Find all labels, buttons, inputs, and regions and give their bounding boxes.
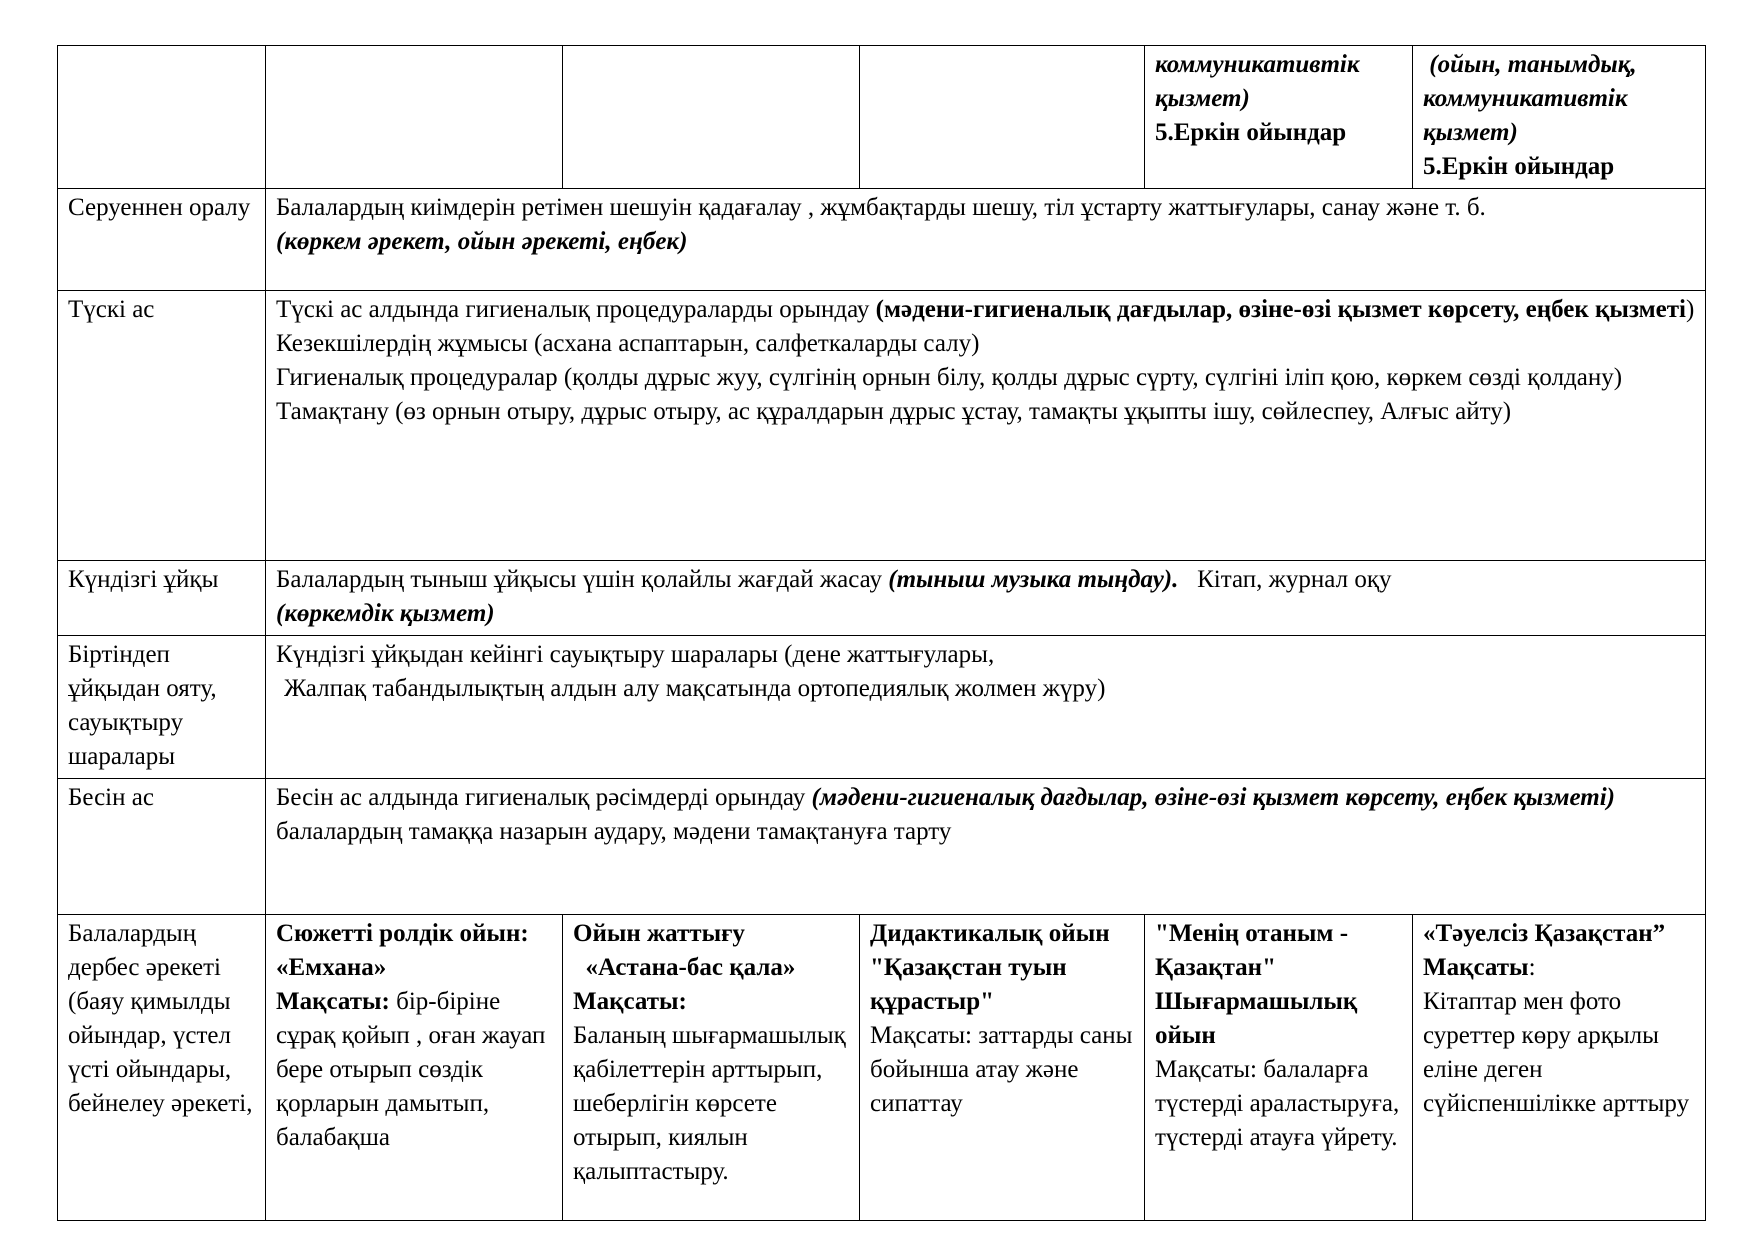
row-label: Бесін ас <box>58 779 266 915</box>
cell <box>563 46 860 189</box>
table-row <box>58 561 1706 636</box>
lunch-intro-tag: (мәдени-гигиеналық дағдылар, өзіне-өзі қызмет көрсету, еңбек қызметі <box>875 296 1686 323</box>
lunch-duty-text: Кезекшілердің жұмысы (асхана аспаптарын, салфеткаларды салу) <box>276 330 980 357</box>
table-row <box>58 291 1706 561</box>
game-name: "Қазақстан туын құрастыр" <box>870 954 1067 1015</box>
table-row <box>58 189 1706 291</box>
row-content <box>266 636 1706 779</box>
nap-tag: (тыныш музыка тыңдау). <box>888 566 1179 593</box>
nap-activity-tag: (көркемдік қызмет) <box>276 600 495 627</box>
goal-text: Мақсаты: заттарды саны бойынша атау және сипаттау <box>870 1022 1133 1117</box>
goal-colon: : <box>1528 954 1536 981</box>
cell <box>1145 46 1413 189</box>
wakeup-line-2: Жалпақ табандылықтың алдын алу мақсатында ортопедиялық жолмен жүру) <box>284 675 1106 702</box>
goal-text: Баланың шығармашылық қабілеттерін арттырып, шеберлігін көрсете отырып, киялын қалыптастыру. <box>573 1022 846 1185</box>
label-cell <box>58 46 266 189</box>
activity-type-text: (ойын, танымдық, коммуникативтік қызмет) <box>1423 51 1643 146</box>
goal-text: Мақсаты: балаларға түстерді араластыруға, түстерді атауға үйрету. <box>1155 1056 1400 1151</box>
game-title: Дидактикалық ойын <box>870 920 1110 947</box>
game-name: «Астана-бас қала» <box>573 954 796 981</box>
lunch-intro <box>276 293 1695 327</box>
activity-cell <box>1413 915 1706 1221</box>
game-title: Сюжетті ролдік ойын: <box>276 920 529 947</box>
cell <box>266 46 563 189</box>
row-label: Біртіндеп ұйқыдан ояту, сауықтыру шаралары <box>58 636 266 779</box>
goal-text: бір-біріне сұрақ қойып , оған жауап бере отырып сөздік қорларын дамытып, балабақша <box>276 988 546 1151</box>
row-label: Серуеннен оралу <box>58 189 266 291</box>
nap-text: Балалардың тыныш ұйқысы үшін қолайлы жағдай жасау <box>276 566 889 593</box>
activity-cell <box>563 915 860 1221</box>
lunch-hygiene-text: Гигиеналық процедуралар (қолды дұрыс жуу, сүлгінің орнын білу, қолды дұрыс сүрту, сүлгіні іліп қою, көркем сөзді қолдану) <box>276 364 1623 391</box>
goal-label: Мақсаты <box>1423 954 1529 981</box>
activity-cell <box>1145 915 1413 1221</box>
cell <box>860 46 1145 189</box>
goal-label-line <box>1423 951 1695 985</box>
lunch-intro-text: Түскі ас алдында гигиеналық процедураларды орындау <box>276 296 876 323</box>
free-games-text: 5.Еркін ойындар <box>1155 119 1347 146</box>
row-content <box>266 189 1706 291</box>
row-label: Түскі ас <box>58 291 266 561</box>
row-label: Күндізгі ұйқы <box>58 561 266 636</box>
cell <box>1413 46 1706 189</box>
wakeup-line-1: Күндізгі ұйқыдан кейінгі сауықтыру шаралары (дене жаттығулары, <box>276 641 995 668</box>
snack-text: Бесін ас алдында гигиеналық рәсімдерді орындау <box>276 784 812 811</box>
lunch-eating-text: Тамақтану (өз орнын отыру, дұрыс отыру, ас құралдарын дұрыс ұстау, тамақты ұқыпты ішу, сөйлеспеу, Алғыс айту) <box>276 398 1512 425</box>
row-content <box>266 561 1706 636</box>
activity-type-text: коммуникативтік қызмет) <box>1155 51 1360 112</box>
goal-text: Кітаптар мен фото суреттер көру арқылы еліне деген сүйіспеншілікке арттыру <box>1423 988 1690 1117</box>
nap-reading-text: Кітап, журнал оқу <box>1178 566 1392 593</box>
game-title: "Менің отаным - Қазақтан" <box>1155 920 1349 981</box>
table-row <box>58 779 1706 915</box>
game-name: Шығармашылық ойын <box>1155 988 1358 1049</box>
free-games-text: 5.Еркін ойындар <box>1423 153 1615 180</box>
snack-line-2: балалардың тамаққа назарын аудару, мәдени тамақтануға тарту <box>276 818 952 845</box>
lunch-intro-close: ) <box>1686 296 1695 323</box>
goal-label: Мақсаты: <box>276 988 390 1015</box>
row-content <box>266 779 1706 915</box>
table-row <box>58 915 1706 1221</box>
game-name: «Емхана» <box>276 954 387 981</box>
activity-cell <box>860 915 1145 1221</box>
row-content <box>266 291 1706 561</box>
return-walk-text: Балалардың киімдерін ретімен шешуін қадағалау , жұмбақтарды шешу, тіл ұстарту жаттығулары, санау және т. б. <box>276 194 1486 221</box>
table-row <box>58 636 1706 779</box>
page <box>57 45 1705 1221</box>
goal-label: Мақсаты: <box>573 988 687 1015</box>
game-title: Ойын жаттығу <box>573 920 745 947</box>
game-title: «Тәуелсіз Қазақстан” <box>1423 920 1666 947</box>
activity-tag: (көркем әрекет, ойын әрекеті, еңбек) <box>276 228 688 255</box>
snack-tag: (мәдени-гигиеналық дағдылар, өзіне-өзі қызмет көрсету, еңбек қызметі) <box>811 784 1615 811</box>
activity-cell <box>266 915 563 1221</box>
row-label: Балалардың дербес әрекеті (баяу қимылды ойындар, үстел үсті ойындары, бейнелеу әрекеті, <box>58 915 266 1221</box>
daily-schedule-table <box>57 45 1706 1221</box>
table-row <box>58 46 1706 189</box>
